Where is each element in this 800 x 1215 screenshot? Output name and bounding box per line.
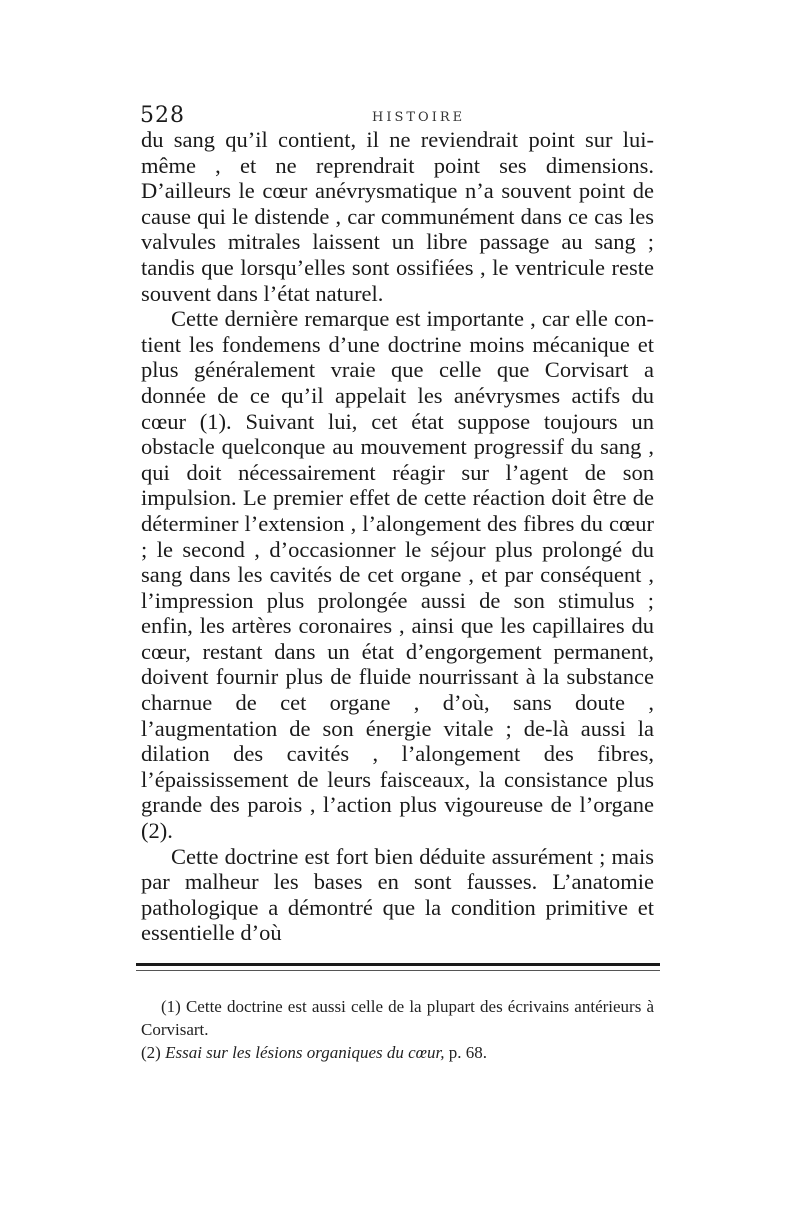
footnote-text: Cette doctrine est aussi celle de la plupart des écrivains antérieurs à Corvisart. — [141, 997, 654, 1039]
footnote-text: p. 68. — [448, 1043, 487, 1062]
footnotes — [141, 995, 654, 1064]
paragraph-3: Cette doctrine est fort bien déduite assurément ; mais par malheur les bases en sont fausses. L’anatomie pathologique a démontré que la condition primitive et essentielle d’où — [141, 843, 654, 946]
body-text — [141, 127, 654, 946]
footnote-2 — [141, 1041, 654, 1064]
footnote-divider-thin — [136, 970, 660, 971]
footnote-marker: (2) — [141, 1043, 161, 1062]
footnote-marker: (1) — [161, 997, 181, 1016]
paragraph-2: Cette dernière remarque est importante , car elle con-tient les fondemens d’une doctrine moins mécanique et plus généralement vraie que celle que Corvisart a donnée de ce qu’il appelait les anévrysmes actifs du cœur (1). Suivant lui, cet état suppose toujours un obstacle quelconque au mouvement progressif du sang , qui doit nécessairement réagir sur l’agent de son impulsion. Le premier effet de cette réaction doit être de déterminer l’extension , l’alongement des fibres du cœur ; le second , d’occasionner le séjour plus prolongé du sang dans les cavités de cet organe , et par conséquent , l’impression plus prolongée aussi de son stimulus ; enfin, les artères coronaires , ainsi que les capillaires du cœur, restant dans un état d’engorgement permanent, doivent fournir plus de fluide nourrissant à la substance charnue de cet organe , d’où, sans doute , l’augmentation de son énergie vitale ; de-là aussi la dilation des cavités , l’alongement des fibres, l’épaississement de leurs faisceaux, la consistance plus grande des parois , l’action plus vigoureuse de l’organe (2). — [141, 306, 654, 844]
footnote-divider — [136, 963, 660, 966]
paragraph-1: du sang qu’il contient, il ne reviendrait point sur lui-même , et ne reprendrait point ses dimensions. D’ailleurs le cœur anévrysmatique n’a souvent point de cause qui le distende , car communément dans ce cas les valvules mitrales laissent un libre passage au sang ; tandis que lorsqu’elles sont ossifiées , le ventricule reste souvent dans l’état naturel. — [141, 127, 654, 306]
running-title: HISTOIRE — [372, 110, 466, 125]
footnote-title: Essai sur les lésions organiques du cœur, — [165, 1043, 445, 1062]
page-number: 528 — [140, 103, 185, 128]
footnote-1 — [141, 995, 654, 1041]
